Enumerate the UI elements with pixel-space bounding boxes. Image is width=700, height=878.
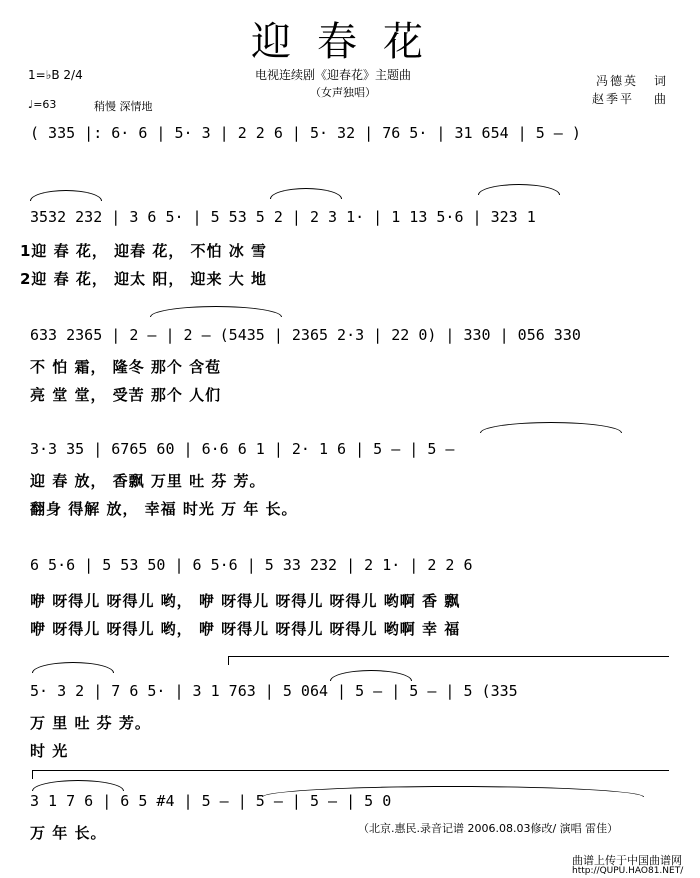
notation-line-7: 3 1 7 6 | 6 5 #4 | 5 – | 5 – | 5 – | 5 0 xyxy=(30,792,392,810)
lyrics-verse-1: 不 怕 霜， 隆冬 那个 含苞 xyxy=(30,358,222,376)
lyricist-role: 词 xyxy=(654,74,667,88)
tempo-marking: ♩=63 xyxy=(28,98,57,111)
slur xyxy=(480,422,622,433)
slur xyxy=(330,670,412,681)
lyrics-verse-2: 咿 呀得儿 呀得儿 哟， 咿 呀得儿 呀得儿 呀得儿 哟啊 幸 福 xyxy=(30,620,461,638)
lyrics-verse-1: 咿 呀得儿 呀得儿 哟， 咿 呀得儿 呀得儿 呀得儿 哟啊 香 飘 xyxy=(30,592,461,610)
notation-line-1: ( 335 |: 6· 6 | 5· 3 | 2 2 6 | 5· 32 | 76 5· | 31 654 | 5 – ) xyxy=(30,124,581,142)
lyrics-verse-1: 万 里 吐 芬 芳。 xyxy=(30,714,151,732)
performance-note: （女声独唱） xyxy=(310,86,376,99)
recording-credit: （北京.惠民.录音记谱 2006.08.03修改/ 演唱 雷佳） xyxy=(358,822,619,835)
lyrics-verse-1: 迎 春 放， 香飘 万里 吐 芬 芳。 xyxy=(30,472,266,490)
expression-marking: 稍慢 深情地 xyxy=(94,100,153,113)
page-title: 迎春花 xyxy=(251,19,449,65)
key-signature: 1=♭B 2/4 xyxy=(28,68,83,82)
lyrics-verse-2: 时 光 xyxy=(30,742,69,760)
lyrics-verse-1: 1迎 春 花， 迎春 花， 不怕 冰 雪 xyxy=(20,242,267,260)
lyricist-name: 冯德英 xyxy=(596,74,639,88)
slur xyxy=(32,780,124,791)
site-url: http://QUPU.HAO81.NET/ xyxy=(572,866,684,876)
slur xyxy=(270,188,342,199)
lyrics-verse-2: 2迎 春 花， 迎太 阳， 迎来 大 地 xyxy=(20,270,267,288)
notation-line-3: 633 2365 | 2 – | 2 – (5435 | 2365 2·3 | 22 0) | 330 | 056 330 xyxy=(30,326,581,344)
notation-line-2: 3532 232 | 3 6 5· | 5 53 5 2 | 2 3 1· | 1 13 5·6 | 323 1 xyxy=(30,208,536,226)
slur xyxy=(30,190,102,201)
first-ending-bracket xyxy=(228,656,669,665)
lyrics-verse-2: 亮 堂 堂， 受苦 那个 人们 xyxy=(30,386,222,404)
lyrics-verse-1: 万 年 长。 xyxy=(30,824,107,842)
composer-name: 赵季平 xyxy=(592,92,635,106)
notation-line-6: 5· 3 2 | 7 6 5· | 3 1 763 | 5 064 | 5 – | 5 – | 5 (335 xyxy=(30,682,518,700)
slur xyxy=(150,306,282,317)
slur xyxy=(478,184,560,195)
second-ending-bracket xyxy=(32,770,669,779)
composer-role: 曲 xyxy=(654,92,667,106)
lyrics-verse-2: 翻身 得解 放， 幸福 时光 万 年 长。 xyxy=(30,500,298,518)
notation-line-4: 3·3 35 | 6765 60 | 6·6 6 1 | 2· 1 6 | 5 – | 5 – xyxy=(30,440,455,458)
site-watermark: 曲谱上传于中国曲谱网 xyxy=(572,854,682,867)
notation-line-5: 6 5·6 | 5 53 50 | 6 5·6 | 5 33 232 | 2 1· | 2 2 6 xyxy=(30,556,473,574)
slur xyxy=(32,662,114,673)
subtitle: 电视连续剧《迎春花》主题曲 xyxy=(255,68,412,82)
